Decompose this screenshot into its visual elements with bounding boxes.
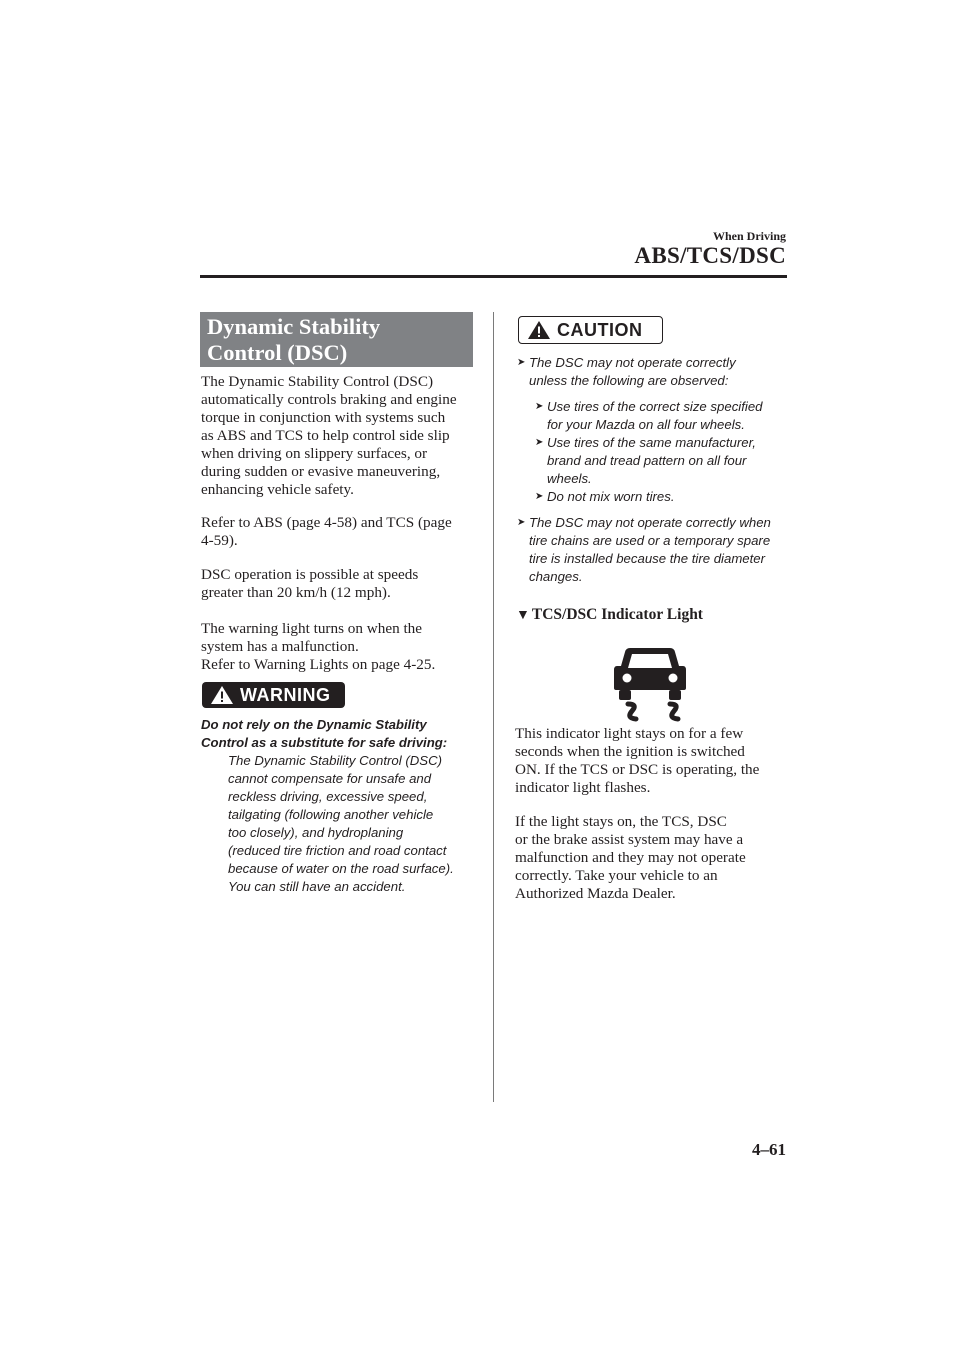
text-line: If the light stays on, the TCS, DSC	[515, 813, 727, 830]
text-line: ON. If the TCS or DSC is operating, the	[515, 761, 760, 778]
warning-badge	[202, 682, 345, 708]
text-line: (reduced tire friction and road contact	[228, 843, 447, 858]
section-title-line1: Dynamic Stability	[207, 314, 381, 339]
warning-lead-text	[201, 716, 486, 752]
section-header: ABS/TCS/DSC	[634, 243, 786, 268]
chapter-header: When Driving	[712, 229, 786, 243]
caution-subitem-3	[535, 488, 789, 506]
text-line: The warning light turns on when the	[201, 620, 423, 637]
section-title-box	[200, 312, 473, 367]
text-line: The Dynamic Stability Control (DSC)	[201, 373, 434, 390]
text-line: or the brake assist system may have a	[515, 831, 744, 848]
text-line: Do not mix worn tires.	[547, 489, 675, 504]
caution-subitem-2	[535, 434, 789, 488]
bullet-arrow-icon: ➤	[535, 401, 544, 412]
indicator-subheading	[516, 606, 703, 624]
text-line: torque in conjunction with systems such	[201, 409, 446, 426]
text-line: 4-59).	[201, 532, 238, 549]
page-number: 4–61	[752, 1140, 786, 1159]
text-line: malfunction and they may not operate	[515, 849, 746, 866]
text-line: The DSC may not operate correctly when	[529, 515, 771, 530]
text-line: automatically controls braking and engine	[201, 391, 457, 408]
bullet-arrow-icon: ➤	[517, 517, 526, 528]
indicator-paragraph-1	[515, 725, 787, 797]
bullet-arrow-icon: ➤	[535, 437, 544, 448]
section-title-line2: Control (DSC)	[207, 340, 348, 365]
text-line: when driving on slippery surfaces, or	[201, 445, 428, 462]
text-line: Use tires of the same manufacturer,	[547, 435, 756, 450]
column-divider	[493, 312, 494, 1102]
caution-item-1	[517, 354, 789, 390]
text-line: enhancing vehicle safety.	[201, 481, 354, 498]
text-line: for your Mazda on all four wheels.	[547, 417, 745, 432]
text-line: seconds when the ignition is switched	[515, 743, 745, 760]
bullet-arrow-icon: ➤	[535, 491, 544, 502]
warning-label: WARNING	[240, 684, 331, 705]
text-line: too closely), and hydroplaning	[228, 825, 404, 840]
text-line: tire chains are used or a temporary spare	[529, 533, 771, 548]
dsc-speed-paragraph	[201, 566, 481, 602]
dsc-intro-paragraph	[201, 373, 481, 499]
text-line: Use tires of the correct size specified	[547, 399, 763, 414]
text-line: tire is installed because the tire diameter	[529, 551, 766, 566]
text-line: Refer to Warning Lights on page 4-25.	[201, 656, 436, 673]
caution-label: CAUTION	[557, 319, 643, 340]
warning-triangle-icon	[210, 685, 234, 705]
text-line: because of water on the road surface).	[228, 861, 454, 876]
text-line: reckless driving, excessive speed,	[228, 789, 428, 804]
text-line: system has a malfunction.	[201, 638, 359, 655]
header-rule	[200, 275, 787, 278]
text-line: cannot compensate for unsafe and	[228, 771, 432, 786]
text-line: The Dynamic Stability Control (DSC)	[228, 753, 442, 768]
subheading-text: TCS/DSC Indicator Light	[531, 606, 703, 623]
text-line: changes.	[529, 569, 583, 584]
bullet-arrow-icon: ➤	[517, 357, 526, 368]
text-line: Authorized Mazda Dealer.	[515, 885, 676, 902]
text-line: as ABS and TCS to help control side slip	[201, 427, 450, 444]
caution-badge	[518, 316, 663, 344]
warning-light-paragraph	[201, 620, 481, 674]
text-line: greater than 20 km/h (12 mph).	[201, 584, 391, 601]
text-line: Control as a substitute for safe driving:	[201, 735, 448, 750]
text-line: during sudden or evasive maneuvering,	[201, 463, 441, 480]
text-line: indicator light flashes.	[515, 779, 651, 796]
text-line: unless the following are observed:	[529, 373, 729, 388]
text-line: correctly. Take your vehicle to an	[515, 867, 718, 884]
text-line: Refer to ABS (page 4-58) and TCS (page	[201, 514, 452, 531]
triangle-marker-icon: ▼	[516, 608, 530, 623]
text-line: The DSC may not operate correctly	[529, 355, 736, 370]
text-line: DSC operation is possible at speeds	[201, 566, 419, 583]
caution-triangle-icon	[527, 320, 551, 340]
refer-abs-tcs-paragraph	[201, 514, 481, 550]
caution-item-2	[517, 514, 789, 586]
skidding-car-icon	[612, 640, 688, 724]
text-line: tailgating (following another vehicle	[228, 807, 434, 822]
text-line: Do not rely on the Dynamic Stability	[201, 717, 427, 732]
caution-subitem-1	[535, 398, 789, 434]
indicator-paragraph-2	[515, 813, 787, 903]
text-line: brand and tread pattern on all four	[547, 453, 747, 468]
text-line: You can still have an accident.	[228, 879, 406, 894]
text-line: wheels.	[547, 471, 592, 486]
text-line: This indicator light stays on for a few	[515, 725, 744, 742]
warning-body-text	[228, 752, 478, 896]
